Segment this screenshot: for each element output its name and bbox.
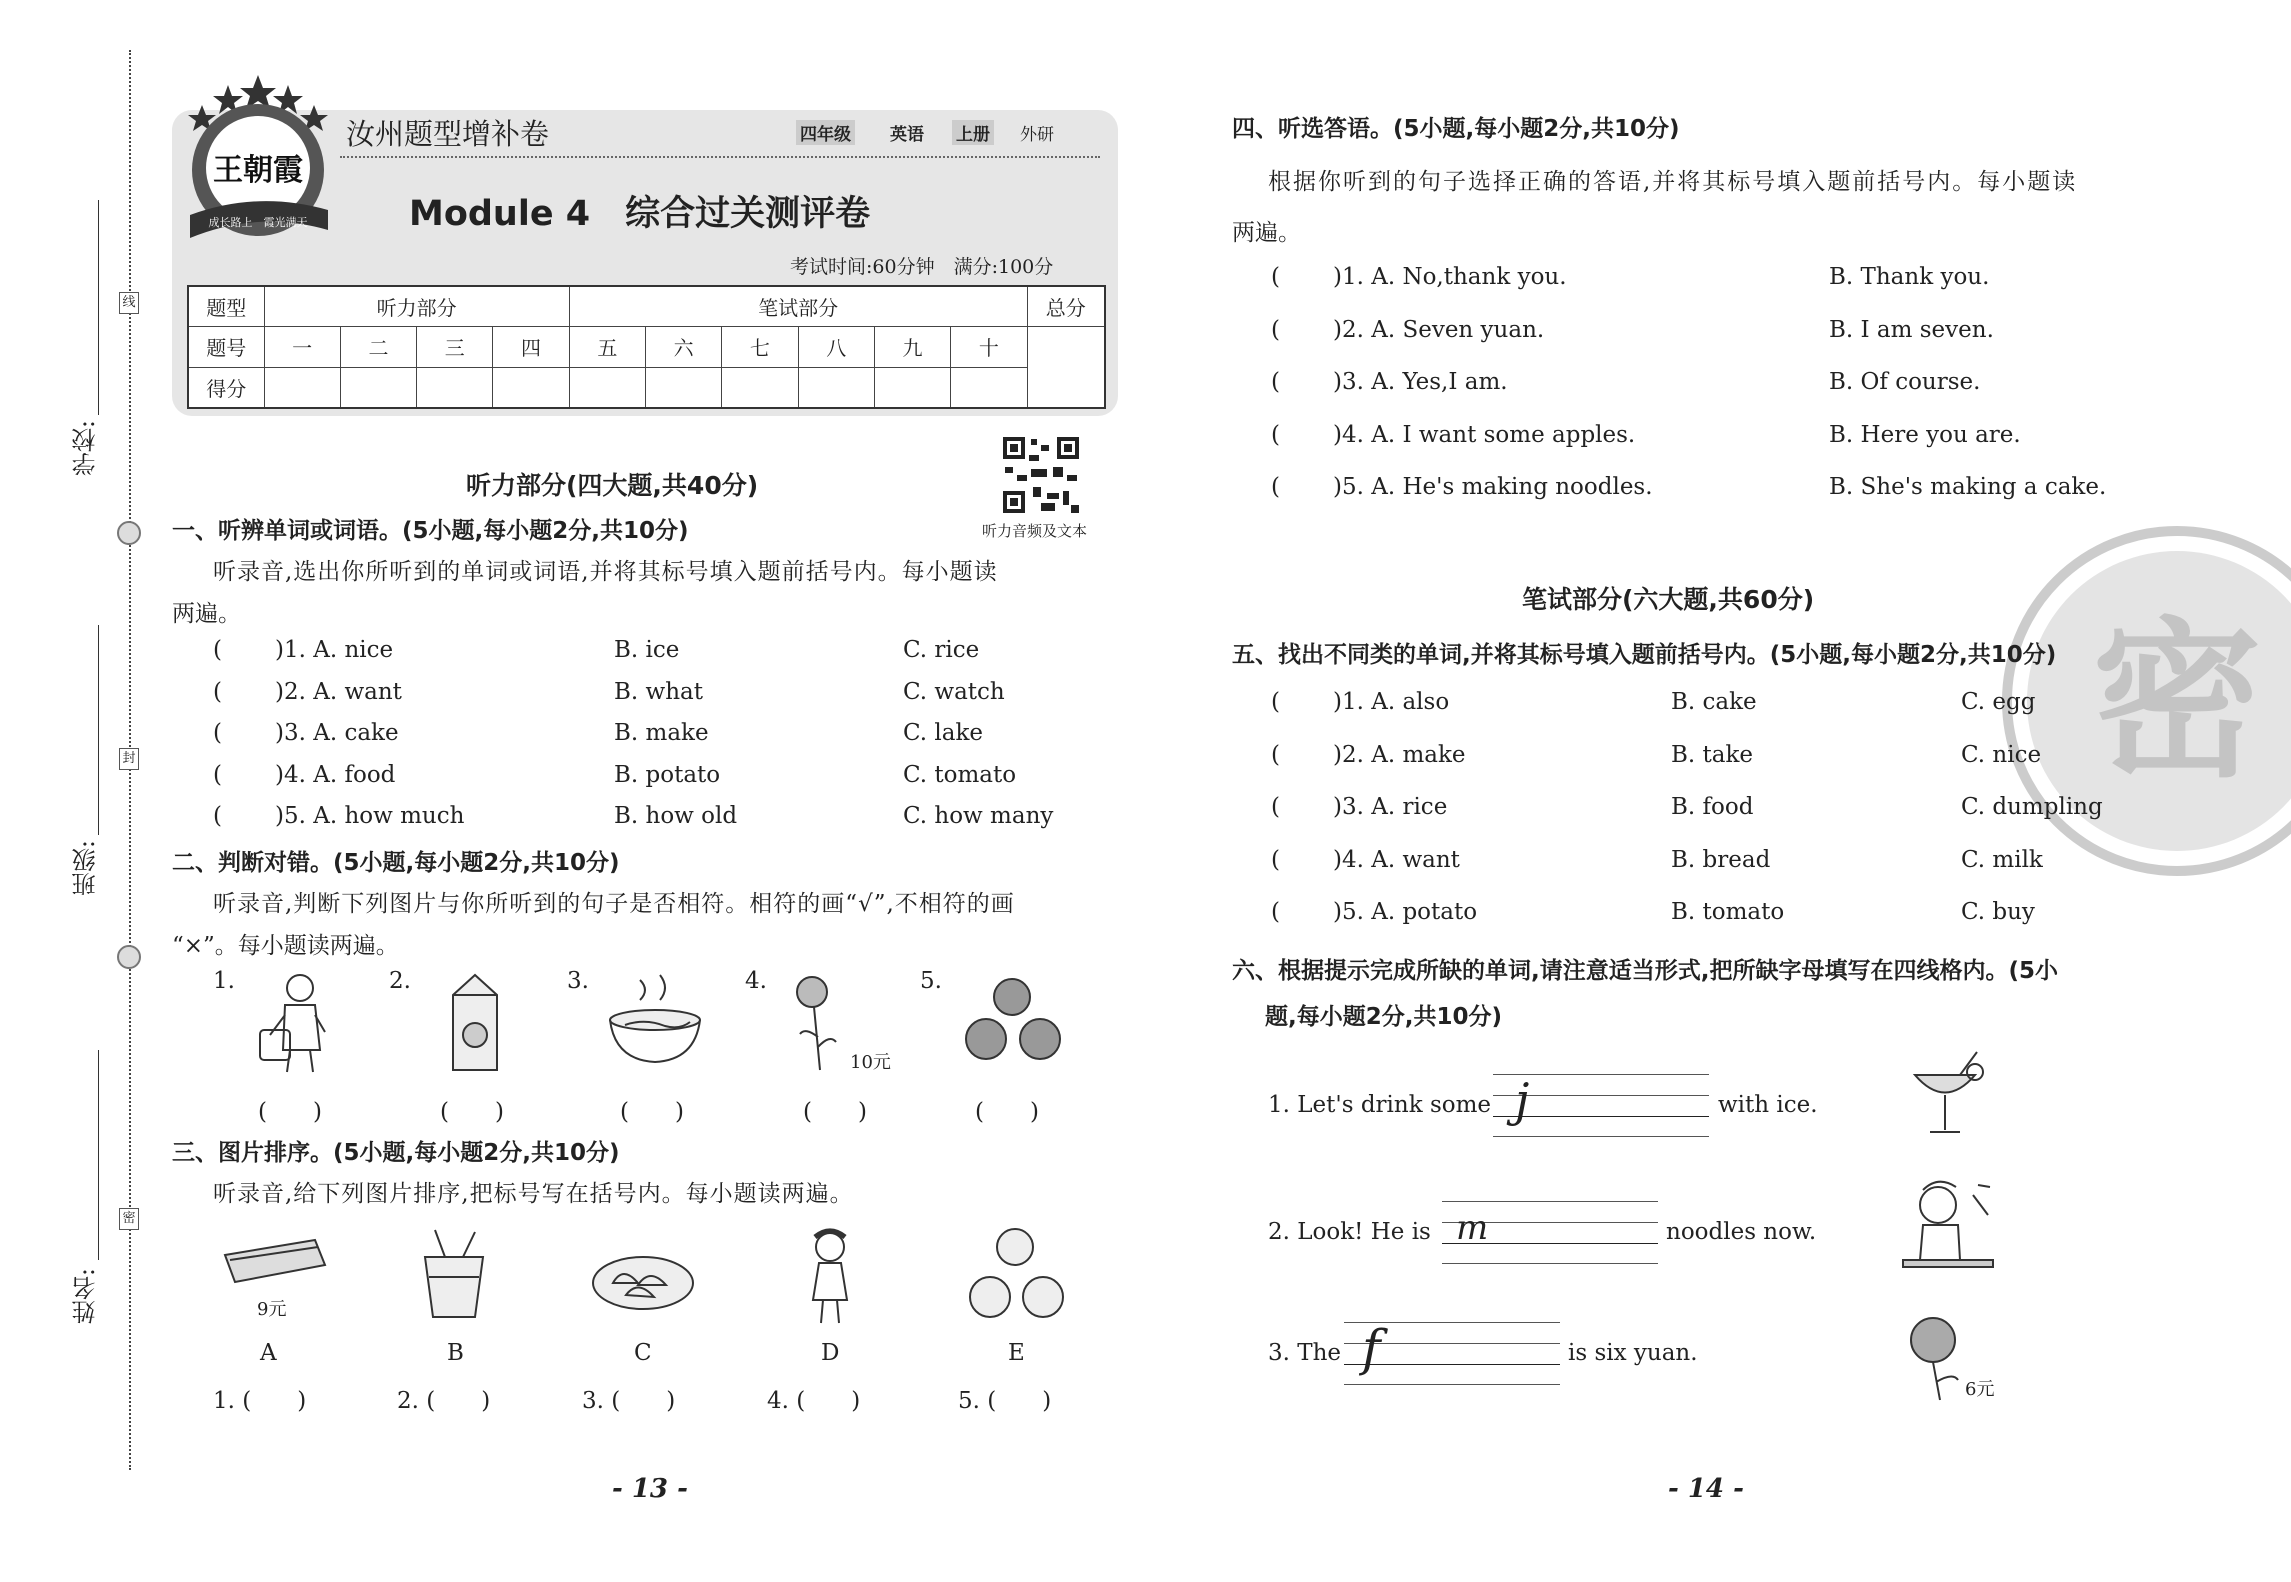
answer-paren[interactable]: ( <box>1271 794 1280 820</box>
option-b: B. I am seven. <box>1829 316 1994 343</box>
section-3-instructions: 听录音,给下列图片排序,把标号写在括号内。每小题读两遍。 <box>213 1181 854 1207</box>
option-c: C. buy <box>1961 899 2035 925</box>
section-6-title: 题,每小题2分,共10分) <box>1265 1004 1502 1030</box>
score-table <box>187 285 1106 409</box>
answer-blank[interactable]: ( ) <box>258 1099 322 1125</box>
answer-paren[interactable]: ( <box>1271 421 1280 448</box>
order-answer-blank[interactable]: 2. ( ) <box>397 1388 491 1414</box>
section-5-title: 五、找出不同类的单词,并将其标号填入题前括号内。(5小题,每小题2分,共10分) <box>1232 642 2057 668</box>
answer-paren[interactable]: ( <box>1271 846 1280 873</box>
picture-label: E <box>1008 1340 1025 1366</box>
score-table-header: 笔试部分 <box>569 286 1027 327</box>
option-c: C. rice <box>903 637 980 663</box>
page-number-left: - 13 - <box>612 1474 688 1504</box>
option-b: B. take <box>1671 741 1754 768</box>
answer-paren[interactable]: ( <box>213 637 222 663</box>
option-a: )4. A. food <box>275 761 396 788</box>
tomatoes-picture <box>960 975 1065 1065</box>
option-c: C. how many <box>903 803 1054 829</box>
fill-item-text: 2. Look! He is <box>1268 1219 1431 1245</box>
answer-blank[interactable]: ( ) <box>440 1099 504 1125</box>
chocolate-bar-picture <box>220 1230 330 1290</box>
option-b: B. Here you are. <box>1829 421 2021 448</box>
option-b: B. She's making a cake. <box>1829 474 2107 500</box>
page-title: Module 4 综合过关测评卷 <box>409 194 871 234</box>
hint-letter: m <box>1456 1208 1489 1248</box>
picture-label: C <box>634 1340 652 1366</box>
option-c: C. egg <box>1961 689 2036 715</box>
publisher-tag: 外研 <box>1020 125 1054 145</box>
hint-letter: j <box>1515 1073 1530 1127</box>
answer-paren[interactable]: ( <box>1271 741 1280 768</box>
section-4-instructions: 两遍。 <box>1232 220 1301 246</box>
answer-paren[interactable]: ( <box>213 803 222 829</box>
score-table-cell: 题号 <box>188 327 264 367</box>
section-3-title: 三、图片排序。(5小题,每小题2分,共10分) <box>172 1140 620 1166</box>
man-cooking-noodles-picture <box>1898 1175 1998 1280</box>
option-a: )4. A. want <box>1333 846 1460 873</box>
option-b: B. food <box>1671 794 1754 820</box>
score-table-header: 题型 <box>188 286 264 327</box>
option-b: B. Thank you. <box>1829 264 1990 290</box>
score-table-cell: 四 <box>493 327 569 367</box>
hint-letter: f <box>1362 1319 1381 1377</box>
answer-paren[interactable]: ( <box>213 720 222 746</box>
grade-tag: 四年级 <box>796 120 855 145</box>
answer-paren[interactable]: ( <box>1271 474 1280 500</box>
picture-label: D <box>821 1340 840 1366</box>
section-2-instructions: 听录音,判断下列图片与你所听到的句子是否相符。相符的画“√”,不相符的画 <box>213 891 1015 917</box>
name-label: 姓名: <box>72 1268 100 1325</box>
section-4-instructions: 根据你听到的句子选择正确的答语,并将其标号填入题前括号内。每小题读 <box>1268 169 2078 195</box>
binding-mark-seal: 封 <box>119 748 139 770</box>
section-2-instructions: “×”。每小题读两遍。 <box>172 933 399 959</box>
school-field[interactable] <box>98 200 99 415</box>
svg-text:成长路上 霞光满天: 成长路上 霞光满天 <box>208 216 308 229</box>
dumplings-picture <box>588 1245 698 1315</box>
picture-number: 4. <box>745 968 767 994</box>
subject-tag: 英语 <box>890 125 924 145</box>
watermark-seal <box>2000 525 2291 885</box>
option-a: )2. A. make <box>1333 741 1466 768</box>
class-field[interactable] <box>98 625 99 835</box>
fill-item-text: with ice. <box>1718 1092 1818 1118</box>
option-c: C. tomato <box>903 761 1017 788</box>
option-c: C. nice <box>1961 741 2042 768</box>
picture-label: A <box>260 1340 277 1366</box>
option-b: B. potato <box>614 761 721 788</box>
answer-paren[interactable]: ( <box>1271 899 1280 925</box>
option-b: B. what <box>614 678 703 705</box>
picture-number: 5. <box>920 968 942 994</box>
girl-picture <box>795 1225 865 1325</box>
four-line-grid[interactable] <box>1344 1319 1560 1385</box>
score-table-cell: 八 <box>798 327 874 367</box>
section-2-title: 二、判断对错。(5小题,每小题2分,共10分) <box>172 850 620 876</box>
option-a: )3. A. rice <box>1333 794 1448 820</box>
exam-info: 考试时间:60分钟 满分:100分 <box>790 256 1054 278</box>
option-a: )3. A. Yes,I am. <box>1333 369 1508 395</box>
score-table-cell: 九 <box>874 327 950 367</box>
section-1-instructions: 听录音,选出你所听到的单词或词语,并将其标号填入题前括号内。每小题读 <box>213 559 998 585</box>
svg-text:密: 密 <box>2091 601 2263 801</box>
binding-hole-icon <box>117 521 141 545</box>
option-a: )1. A. No,thank you. <box>1333 264 1567 290</box>
juice-drink-picture <box>415 1227 495 1322</box>
four-line-grid[interactable] <box>1493 1074 1709 1137</box>
option-a: )5. A. He's making noodles. <box>1333 474 1653 500</box>
section-1-instructions: 两遍。 <box>172 601 241 627</box>
writing-heading: 笔试部分(六大题,共60分) <box>1522 585 1815 614</box>
answer-blank[interactable]: ( ) <box>975 1099 1039 1125</box>
publisher-logo <box>180 70 335 245</box>
answer-paren[interactable]: ( <box>1271 369 1280 395</box>
score-table-cell: 三 <box>417 327 493 367</box>
option-c: C. dumpling <box>1961 794 2103 820</box>
section-4-title: 四、听选答语。(5小题,每小题2分,共10分) <box>1232 116 1680 142</box>
score-table-header: 总分 <box>1027 286 1105 327</box>
order-answer-blank[interactable]: 4. ( ) <box>767 1388 861 1414</box>
flower-picture <box>1898 1312 1973 1402</box>
option-b: B. Of course. <box>1829 369 1981 395</box>
boy-cooking-picture <box>255 970 335 1075</box>
qr-code-icon[interactable] <box>1001 435 1081 519</box>
listening-heading: 听力部分(四大题,共40分) <box>466 471 759 500</box>
option-a: )5. A. potato <box>1333 899 1478 925</box>
option-c: C. milk <box>1961 846 2043 873</box>
option-b: B. bread <box>1671 846 1771 873</box>
option-a: )2. A. want <box>275 678 402 705</box>
header-divider <box>340 156 1100 158</box>
answer-blank[interactable]: ( ) <box>620 1099 684 1125</box>
school-label: 学校: <box>72 420 100 477</box>
svg-text:王朝霞: 王朝霞 <box>213 153 303 188</box>
series-name: 汝州题型增补卷 <box>346 117 550 151</box>
option-b: B. how old <box>614 803 738 829</box>
order-answer-blank[interactable]: 1. ( ) <box>213 1388 307 1414</box>
score-table-header: 听力部分 <box>264 286 569 327</box>
order-answer-blank[interactable]: 5. ( ) <box>958 1388 1052 1414</box>
option-a: )1. A. also <box>1333 689 1450 715</box>
picture-label: B <box>447 1340 464 1366</box>
option-b: B. cake <box>1671 689 1757 715</box>
score-table-cell: 十 <box>951 327 1027 367</box>
option-b: B. make <box>614 720 709 746</box>
section-6-title: 六、根据提示完成所缺的单词,请注意适当形式,把所缺字母填写在四线格内。(5小 <box>1232 958 2058 984</box>
score-table-cell: 六 <box>645 327 721 367</box>
score-table-cell: 得分 <box>188 367 264 408</box>
picture-number: 2. <box>389 968 411 994</box>
oranges-picture <box>965 1225 1065 1325</box>
answer-paren[interactable]: ( <box>213 678 222 705</box>
answer-paren[interactable]: ( <box>213 761 222 788</box>
answer-blank[interactable]: ( ) <box>803 1099 867 1125</box>
option-b: B. tomato <box>1671 899 1785 925</box>
score-table-cell: 五 <box>569 327 645 367</box>
score-table-cell: 二 <box>340 327 416 367</box>
juice-with-ice-picture <box>1905 1050 1990 1140</box>
order-answer-blank[interactable]: 3. ( ) <box>582 1388 676 1414</box>
noodle-bowl-picture <box>605 970 705 1070</box>
volume-tag: 上册 <box>952 120 994 145</box>
picture-number: 3. <box>567 968 589 994</box>
binding-mark-secret: 密 <box>119 1208 139 1230</box>
price-label: 10元 <box>850 1052 891 1073</box>
score-table-cell: 一 <box>264 327 340 367</box>
option-a: )2. A. Seven yuan. <box>1333 316 1545 343</box>
section-1-title: 一、听辨单词或词语。(5小题,每小题2分,共10分) <box>172 518 689 544</box>
answer-paren[interactable]: ( <box>1271 264 1280 290</box>
binding-hole-icon <box>117 945 141 969</box>
carnation-picture <box>790 972 850 1072</box>
option-b: B. ice <box>614 637 680 663</box>
qr-caption: 听力音频及文本 <box>982 522 1088 540</box>
option-a: )4. A. I want some apples. <box>1333 421 1636 448</box>
price-label: 6元 <box>1965 1379 1995 1400</box>
fill-item-text: noodles now. <box>1666 1219 1817 1245</box>
class-label: 班级: <box>72 840 100 897</box>
milk-carton-picture <box>445 970 505 1075</box>
four-line-grid[interactable] <box>1442 1201 1658 1264</box>
option-a: )3. A. cake <box>275 720 399 746</box>
binding-mark-line: 线 <box>119 292 139 314</box>
fill-item-text: is six yuan. <box>1568 1340 1698 1366</box>
picture-number: 1. <box>213 968 235 994</box>
fill-item-text: 1. Let's drink some <box>1268 1092 1492 1118</box>
option-a: )1. A. nice <box>275 637 394 663</box>
option-c: C. watch <box>903 678 1005 705</box>
fill-item-text: 3. The <box>1268 1340 1342 1366</box>
answer-paren[interactable]: ( <box>1271 316 1280 343</box>
name-field[interactable] <box>98 1050 99 1260</box>
score-table-cell: 七 <box>722 327 798 367</box>
page-number-right: - 14 - <box>1668 1474 1744 1504</box>
option-a: )5. A. how much <box>275 803 465 829</box>
answer-paren[interactable]: ( <box>1271 689 1280 715</box>
option-c: C. lake <box>903 720 984 746</box>
total-score-cell[interactable] <box>1027 327 1105 408</box>
price-label: 9元 <box>257 1299 287 1320</box>
